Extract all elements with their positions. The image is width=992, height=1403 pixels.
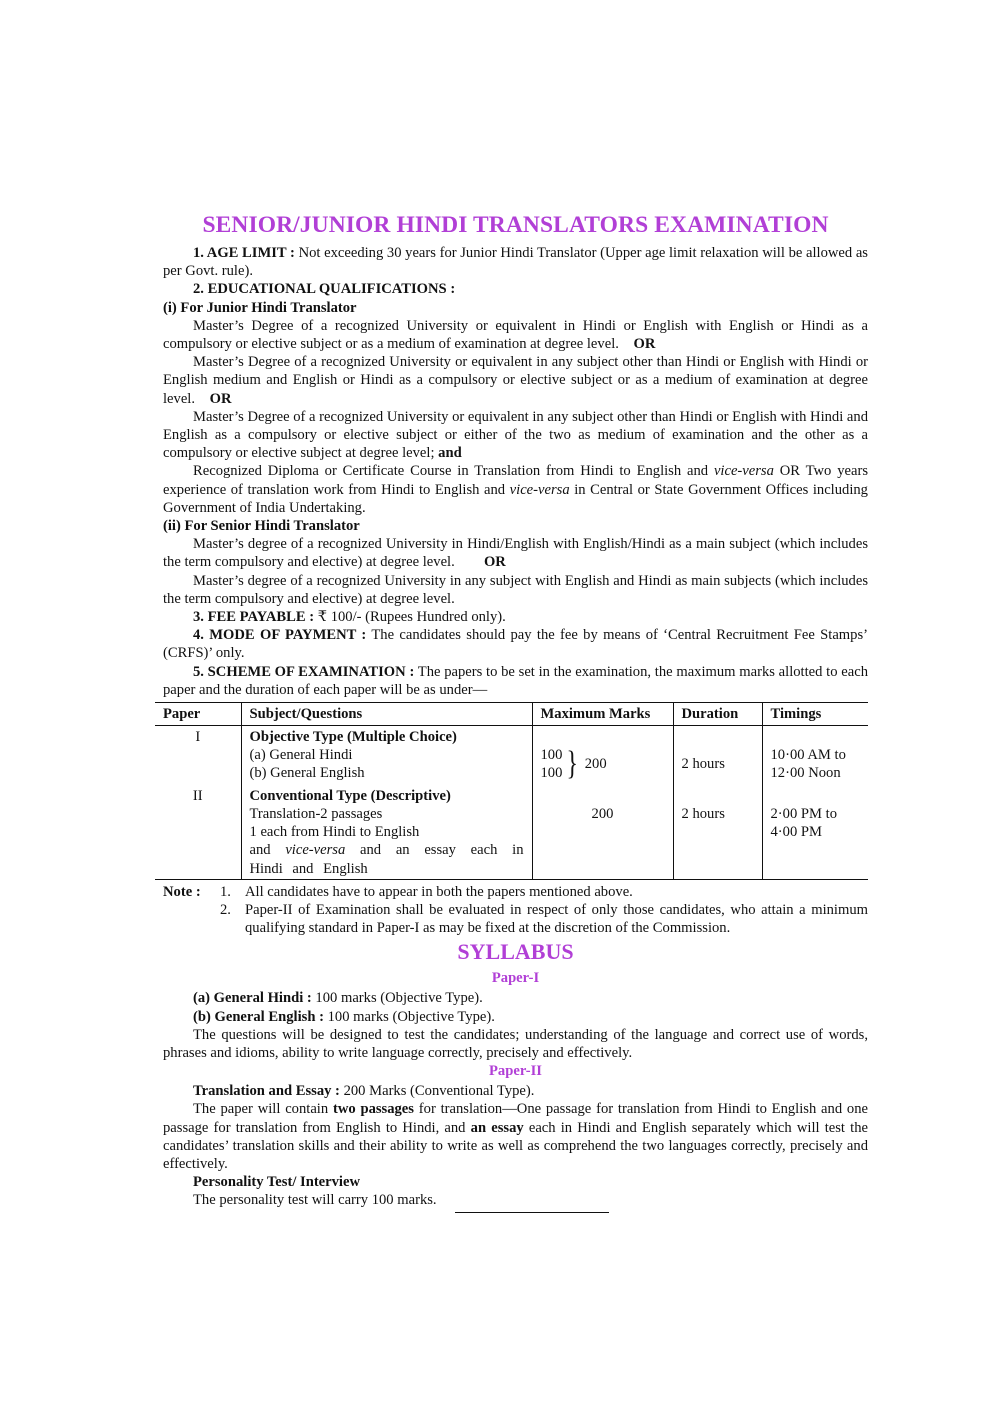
marks-cell bbox=[532, 726, 673, 783]
marks-brace-group: 100 100 } 200 bbox=[540, 745, 607, 783]
marks-cell: 200 bbox=[532, 783, 673, 880]
page-title: SENIOR/JUNIOR HINDI TRANSLATORS EXAMINATION bbox=[202, 212, 829, 238]
junior-heading: (i) For Junior Hindi Translator bbox=[163, 299, 357, 316]
senior-qual-1: Master’s degree of a recognized University in Hindi/English with English/Hindi as a main subject (which includes the term compulsory and elective) at degree level. OR bbox=[163, 536, 868, 571]
table-row bbox=[155, 726, 868, 783]
subject-cell: Objective Type (Multiple Choice) (a) General Hindi (b) General English bbox=[241, 726, 532, 783]
fee-payable: 3. FEE PAYABLE : ₹ 100/- (Rupees Hundred only). bbox=[193, 609, 506, 626]
mode-of-payment: 4. MODE OF PAYMENT : The candidates should pay the fee by means of ‘Central Recruitment Fee Stamps’ (CRFS)’ only. bbox=[163, 627, 868, 662]
col-header-timings: Timings bbox=[762, 703, 868, 726]
age-limit: 1. AGE LIMIT : Not exceeding 30 years for Junior Hindi Translator (Upper age limit relaxation will be allowed as per Govt. rule). bbox=[163, 245, 868, 280]
junior-qual-2: Master’s Degree of a recognized University or equivalent in any subject other than Hindi or English with Hindi or English medium and English or Hindi as a compulsory or elective subject or as a medium of examination at degree level. OR bbox=[163, 354, 868, 407]
junior-qual-4: Recognized Diploma or Certificate Course in Translation from Hindi to English and vice-versa OR Two years experience of translation work from Hindi to English and vice-versa in Central or State Government Offices including Government of India Undertaking. bbox=[163, 463, 868, 516]
paper-2-label: Translation and Essay : 200 Marks (Conventional Type). bbox=[193, 1083, 535, 1100]
table-header-row bbox=[155, 703, 868, 726]
list-item: 2. Paper-II of Examination shall be evaluated in respect of only those candidates, who attain a minimum qualifying standard in Paper-I as may be fixed at the discretion of the Commission. bbox=[220, 901, 868, 937]
paper-cell: I bbox=[195, 729, 201, 746]
paper-2-description: The paper will contain two passages for translation—One passage for translation from Hindi to English and one passage for translation from English to Hindi, and an essay each in Hindi and English separately which will test the candidates’ translation skills and their ability to write as well as comprehend the two languages correctly, precisely and effectively. bbox=[163, 1101, 868, 1172]
paper-1-description: The questions will be designed to test the candidates; understanding of the language and correct use of words, phrases and idioms, ability to write language correctly, precisely and effectively. bbox=[163, 1026, 868, 1061]
timings-cell: 2·00 PM to 4·00 PM bbox=[762, 783, 868, 880]
paper-cell: II bbox=[155, 783, 241, 880]
paper-1-hindi: (a) General Hindi : 100 marks (Objective Type). bbox=[193, 990, 483, 1007]
duration-cell: 2 hours bbox=[673, 726, 762, 783]
list-item: 1. All candidates have to appear in both the papers mentioned above. bbox=[220, 883, 633, 900]
subject-cell: Conventional Type (Descriptive) Translation-2 passages 1 each from Hindi to English and vice-versa and an essay each in Hindi and English bbox=[241, 783, 532, 880]
timings-cell: 10·00 AM to 12·00 Noon bbox=[762, 726, 868, 783]
col-header-paper: Paper bbox=[155, 703, 241, 726]
edu-qual-heading: 2. EDUCATIONAL QUALIFICATIONS : bbox=[193, 281, 456, 298]
note-block bbox=[163, 883, 868, 938]
junior-qual-1: Master’s Degree of a recognized University or equivalent in Hindi or English with English or Hindi as a compulsory or elective subject or as a medium of examination at degree level. OR bbox=[163, 317, 868, 353]
brace-symbol: } bbox=[566, 745, 579, 783]
table-row bbox=[155, 783, 868, 880]
personality-text: The personality test will carry 100 marks. bbox=[193, 1192, 437, 1209]
note-label: Note : bbox=[163, 883, 201, 900]
scheme-of-exam: 5. SCHEME OF EXAMINATION : The papers to be set in the examination, the maximum marks allotted to each paper and the duration of each paper will be as under— bbox=[163, 663, 869, 698]
senior-qual-2: Master’s degree of a recognized University in any subject with English and Hindi as main subjects (which includes the term compulsory and elective) at degree level. bbox=[163, 572, 868, 607]
col-header-duration: Duration bbox=[673, 703, 762, 726]
document-page bbox=[163, 210, 868, 1213]
end-rule bbox=[455, 1212, 609, 1213]
col-header-subject: Subject/Questions bbox=[241, 703, 532, 726]
duration-cell: 2 hours bbox=[673, 783, 762, 880]
paper-1-english: (b) General English : 100 marks (Objective Type). bbox=[193, 1008, 495, 1025]
syllabus-title: SYLLABUS bbox=[457, 939, 574, 965]
senior-heading: (ii) For Senior Hindi Translator bbox=[163, 518, 360, 535]
paper-2-heading: Paper-II bbox=[489, 1063, 542, 1080]
junior-qual-3: Master’s Degree of a recognized University or equivalent in any subject other than Hindi or English with Hindi and English as a compulsory or elective subject or either of the two as medium of examination and the other as a compulsory or elective subject at degree level; and bbox=[163, 408, 868, 462]
col-header-marks: Maximum Marks bbox=[532, 703, 673, 726]
paper-1-heading: Paper-I bbox=[491, 970, 540, 987]
scheme-table bbox=[155, 702, 868, 880]
personality-heading: Personality Test/ Interview bbox=[193, 1174, 361, 1191]
